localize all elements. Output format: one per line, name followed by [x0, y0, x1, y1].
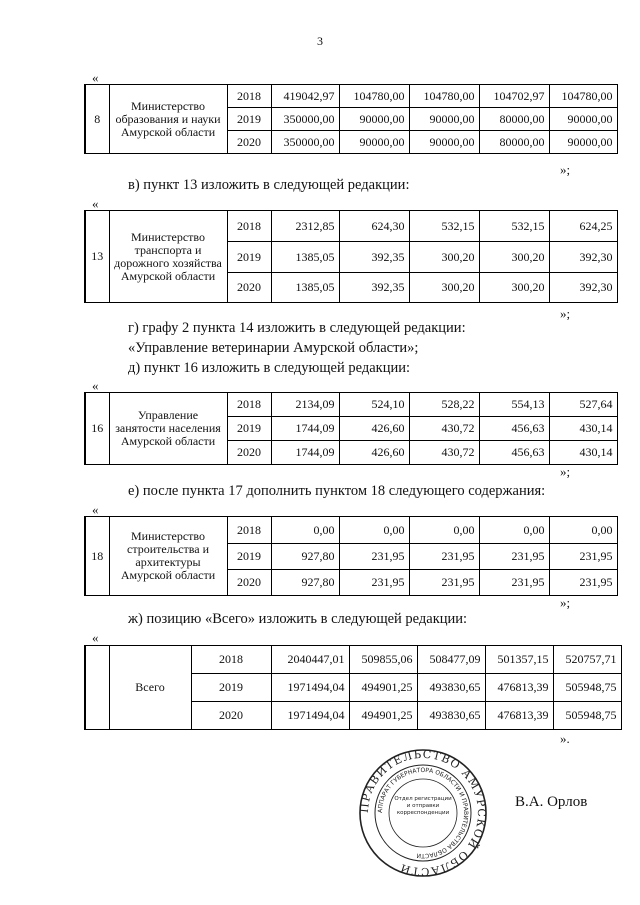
- year-cell: 2019: [191, 674, 271, 702]
- paragraph-d: д) пункт 16 изложить в следующей редакции:: [128, 360, 410, 376]
- value-cell: 231,95: [549, 544, 617, 570]
- ministry-name: Министерство транспорта и дорожного хозяйства Амурской области: [109, 211, 227, 303]
- total-cell: 1744,09: [271, 417, 339, 441]
- open-quote: «: [92, 502, 99, 517]
- close-quote: »;: [560, 595, 571, 610]
- value-cell: 509855,06: [349, 646, 417, 674]
- year-cell: 2019: [227, 242, 271, 273]
- value-cell: 90000,00: [549, 131, 617, 154]
- stamp-center-text: Отдел регистрации и отправки корреспонденции: [394, 796, 452, 816]
- table-item-18: [84, 516, 618, 596]
- value-cell: 426,60: [339, 417, 409, 441]
- value-cell: 527,64: [549, 393, 617, 417]
- item-number: 16: [85, 393, 109, 465]
- value-cell: 80000,00: [479, 131, 549, 154]
- open-quote: «: [92, 196, 99, 211]
- value-cell: 430,72: [409, 417, 479, 441]
- total-cell: 1971494,04: [271, 674, 349, 702]
- year-cell: 2020: [227, 273, 271, 303]
- year-cell: 2018: [191, 646, 271, 674]
- table-item-8: [84, 84, 618, 154]
- stamp-outer-text: ПРАВИТЕЛЬСТВО АМУРСКОЙ ОБЛАСТИ: [358, 748, 488, 878]
- value-cell: 300,20: [409, 242, 479, 273]
- close-quote: »;: [560, 464, 571, 479]
- stamp-graphic: [358, 748, 488, 878]
- value-cell: 493830,65: [417, 702, 485, 730]
- total-cell: 927,80: [271, 570, 339, 596]
- total-cell: 2312,85: [271, 211, 339, 242]
- official-stamp: [358, 748, 488, 878]
- total-cell: 2040447,01: [271, 646, 349, 674]
- value-cell: 0,00: [409, 517, 479, 544]
- total-cell: 350000,00: [271, 131, 339, 154]
- item-number: 8: [85, 85, 109, 154]
- paragraph-g1: г) графу 2 пункта 14 изложить в следующей редакции:: [128, 320, 466, 336]
- paragraph-g2: «Управление ветеринарии Амурской области»;: [128, 340, 419, 356]
- total-cell: 2134,09: [271, 393, 339, 417]
- value-cell: 90000,00: [339, 131, 409, 154]
- total-cell: 419042,97: [271, 85, 339, 108]
- table-row: [85, 211, 617, 242]
- value-cell: 104780,00: [409, 85, 479, 108]
- ministry-name: Управление занятости населения Амурской области: [109, 393, 227, 465]
- value-cell: 231,95: [339, 570, 409, 596]
- value-cell: 524,10: [339, 393, 409, 417]
- value-cell: 392,35: [339, 242, 409, 273]
- value-cell: 528,22: [409, 393, 479, 417]
- item-number: [85, 646, 109, 730]
- year-cell: 2019: [227, 417, 271, 441]
- value-cell: 231,95: [409, 544, 479, 570]
- page-number: 3: [317, 34, 323, 48]
- value-cell: 430,72: [409, 441, 479, 465]
- table-item-16: [84, 392, 618, 465]
- value-cell: 505948,75: [553, 674, 621, 702]
- value-cell: 231,95: [479, 544, 549, 570]
- table-row: [85, 85, 617, 108]
- stamp-inner-text: АППАРАТ ГУБЕРНАТОРА ОБЛАСТИ И ПРАВИТЕЛЬСТВА ОБЛАСТИ: [376, 766, 470, 860]
- value-cell: 104780,00: [339, 85, 409, 108]
- value-cell: 231,95: [339, 544, 409, 570]
- value-cell: 231,95: [549, 570, 617, 596]
- close-quote: ».: [560, 731, 570, 746]
- open-quote: «: [92, 70, 99, 85]
- value-cell: 90000,00: [549, 108, 617, 131]
- total-cell: 927,80: [271, 544, 339, 570]
- total-cell: 0,00: [271, 517, 339, 544]
- year-cell: 2018: [227, 517, 271, 544]
- year-cell: 2019: [227, 544, 271, 570]
- table-row: [85, 517, 617, 544]
- total-cell: 350000,00: [271, 108, 339, 131]
- year-cell: 2019: [227, 108, 271, 131]
- value-cell: 0,00: [339, 517, 409, 544]
- year-cell: 2018: [227, 85, 271, 108]
- year-cell: 2018: [227, 211, 271, 242]
- value-cell: 494901,25: [349, 702, 417, 730]
- item-number: 13: [85, 211, 109, 303]
- paragraph-v: в) пункт 13 изложить в следующей редакции:: [128, 177, 410, 193]
- value-cell: 80000,00: [479, 108, 549, 131]
- total-label: Всего: [109, 646, 191, 730]
- signature-name: В.А. Орлов: [515, 794, 588, 810]
- value-cell: 104702,97: [479, 85, 549, 108]
- value-cell: 300,20: [479, 273, 549, 303]
- value-cell: 90000,00: [339, 108, 409, 131]
- value-cell: 476813,39: [485, 674, 553, 702]
- total-cell: 1971494,04: [271, 702, 349, 730]
- ministry-name: Министерство образования и науки Амурской области: [109, 85, 227, 154]
- year-cell: 2020: [227, 441, 271, 465]
- value-cell: 624,30: [339, 211, 409, 242]
- ministry-name: Министерство строительства и архитектуры Амурской области: [109, 517, 227, 596]
- value-cell: 501357,15: [485, 646, 553, 674]
- open-quote: «: [92, 630, 99, 645]
- value-cell: 300,20: [409, 273, 479, 303]
- close-quote: »;: [560, 306, 571, 321]
- paragraph-e: е) после пункта 17 дополнить пунктом 18 следующего содержания:: [128, 483, 546, 499]
- close-quote: »;: [560, 162, 571, 177]
- year-cell: 2020: [191, 702, 271, 730]
- value-cell: 0,00: [479, 517, 549, 544]
- open-quote: «: [92, 378, 99, 393]
- value-cell: 505948,75: [553, 702, 621, 730]
- value-cell: 0,00: [549, 517, 617, 544]
- value-cell: 554,13: [479, 393, 549, 417]
- year-cell: 2018: [227, 393, 271, 417]
- value-cell: 430,14: [549, 441, 617, 465]
- value-cell: 494901,25: [349, 674, 417, 702]
- table-item-13: [84, 210, 618, 303]
- value-cell: 520757,71: [553, 646, 621, 674]
- paragraph-zh: ж) позицию «Всего» изложить в следующей редакции:: [128, 611, 468, 627]
- value-cell: 300,20: [479, 242, 549, 273]
- value-cell: 456,63: [479, 417, 549, 441]
- value-cell: 90000,00: [409, 108, 479, 131]
- value-cell: 392,30: [549, 273, 617, 303]
- value-cell: 430,14: [549, 417, 617, 441]
- item-number: 18: [85, 517, 109, 596]
- value-cell: 624,25: [549, 211, 617, 242]
- value-cell: 104780,00: [549, 85, 617, 108]
- value-cell: 493830,65: [417, 674, 485, 702]
- value-cell: 476813,39: [485, 702, 553, 730]
- value-cell: 456,63: [479, 441, 549, 465]
- total-cell: 1385,05: [271, 273, 339, 303]
- value-cell: 231,95: [479, 570, 549, 596]
- table-row: [85, 393, 617, 417]
- table-total: [84, 645, 622, 730]
- value-cell: 392,35: [339, 273, 409, 303]
- total-cell: 1385,05: [271, 242, 339, 273]
- value-cell: 392,30: [549, 242, 617, 273]
- value-cell: 231,95: [409, 570, 479, 596]
- value-cell: 90000,00: [409, 131, 479, 154]
- value-cell: 532,15: [479, 211, 549, 242]
- value-cell: 508477,09: [417, 646, 485, 674]
- total-cell: 1744,09: [271, 441, 339, 465]
- value-cell: 532,15: [409, 211, 479, 242]
- table-row: [85, 646, 621, 674]
- year-cell: 2020: [227, 570, 271, 596]
- value-cell: 426,60: [339, 441, 409, 465]
- year-cell: 2020: [227, 131, 271, 154]
